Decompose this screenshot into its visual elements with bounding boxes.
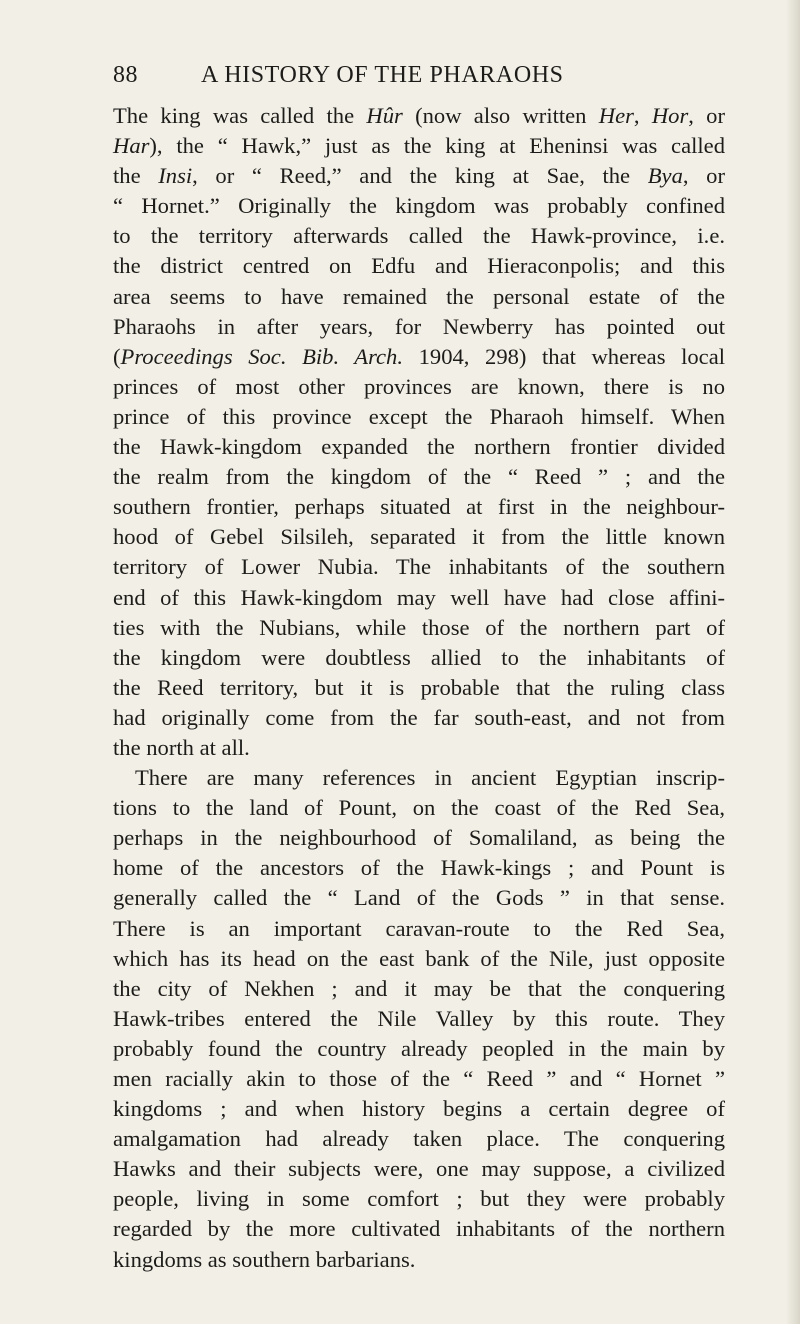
text-line: prince of this province except the Pharaoh himself. When: [113, 403, 725, 429]
text-line: (Proceedings Soc. Bib. Arch. 1904, 298) that whereas local: [113, 343, 725, 369]
text-line: There is an important caravan-route to the Red Sea,: [113, 915, 725, 941]
body-text: [113, 101, 725, 1275]
page-number: 88: [113, 62, 138, 88]
text-line: princes of most other provinces are known, there is no: [113, 373, 725, 399]
text-line: Pharaohs in after years, for Newberry has pointed out: [113, 313, 725, 339]
text-line: amalgamation had already taken place. The conquering: [113, 1126, 725, 1152]
text-line: generally called the “ Land of the Gods ” in that sense.: [113, 885, 725, 911]
page-edge-shadow: [786, 0, 800, 1324]
text-line: home of the ancestors of the Hawk-kings ; and Pount is: [113, 855, 725, 881]
text-line: the Hawk-kingdom expanded the northern frontier divided: [113, 434, 725, 460]
text-line: the Reed territory, but it is probable that the ruling class: [113, 674, 725, 700]
text-line: kingdoms ; and when history begins a certain degree of: [113, 1096, 725, 1122]
text-line: end of this Hawk-kingdom may well have had close affini-: [113, 584, 725, 610]
text-line: The king was called the Hûr (now also written Her, Hor, or: [113, 103, 726, 128]
text-line: men racially akin to those of the “ Reed ” and “ Hornet ”: [113, 1066, 725, 1091]
text-line: the realm from the kingdom of the “ Reed ” ; and the: [113, 464, 725, 490]
text-line: people, living in some comfort ; but they were probably: [113, 1186, 725, 1212]
text-line: the Insi, or “ Reed,” and the king at Sae, the Bya, or: [113, 163, 725, 189]
text-line: ties with the Nubians, while those of the northern part of: [113, 614, 725, 640]
text-line: Hawks and their subjects were, one may suppose, a civilized: [113, 1156, 725, 1182]
text-line: had originally come from the far south-east, and not from: [113, 704, 725, 730]
text-line: There are many references in ancient Egyptian inscrip-: [135, 765, 725, 791]
text-line: “ Hornet.” Originally the kingdom was probably confined: [113, 193, 725, 219]
text-line: to the territory afterwards called the Hawk-province, i.e.: [113, 223, 725, 249]
paragraph: [113, 763, 725, 1275]
text-line: Hawk-tribes entered the Nile Valley by this route. They: [113, 1005, 725, 1031]
text-line: the kingdom were doubtless allied to the inhabitants of: [113, 644, 725, 670]
paragraph: [113, 101, 725, 763]
text-line: southern frontier, perhaps situated at first in the neighbour-: [113, 494, 725, 520]
text-line: probably found the country already peopled in the main by: [113, 1035, 725, 1061]
text-line: the north at all.: [113, 734, 250, 760]
text-line: hood of Gebel Silsileh, separated it from the little known: [113, 524, 725, 550]
text-line: Har), the “ Hawk,” just as the king at Eheninsi was called: [113, 133, 725, 159]
text-line: tions to the land of Pount, on the coast of the Red Sea,: [113, 795, 725, 821]
text-line: the district centred on Edfu and Hieraconpolis; and this: [113, 253, 725, 279]
text-line: regarded by the more cultivated inhabitants of the northern: [113, 1216, 725, 1242]
text-line: territory of Lower Nubia. The inhabitants of the southern: [113, 554, 725, 580]
page-header: [113, 62, 725, 94]
text-line: the city of Nekhen ; and it may be that the conquering: [113, 975, 725, 1001]
running-title: A HISTORY OF THE PHARAOHS: [201, 62, 564, 88]
text-line: area seems to have remained the personal estate of the: [113, 283, 725, 309]
text-line: kingdoms as southern barbarians.: [113, 1246, 416, 1272]
text-line: which has its head on the east bank of the Nile, just opposite: [113, 945, 725, 971]
text-line: perhaps in the neighbourhood of Somaliland, as being the: [113, 825, 725, 851]
